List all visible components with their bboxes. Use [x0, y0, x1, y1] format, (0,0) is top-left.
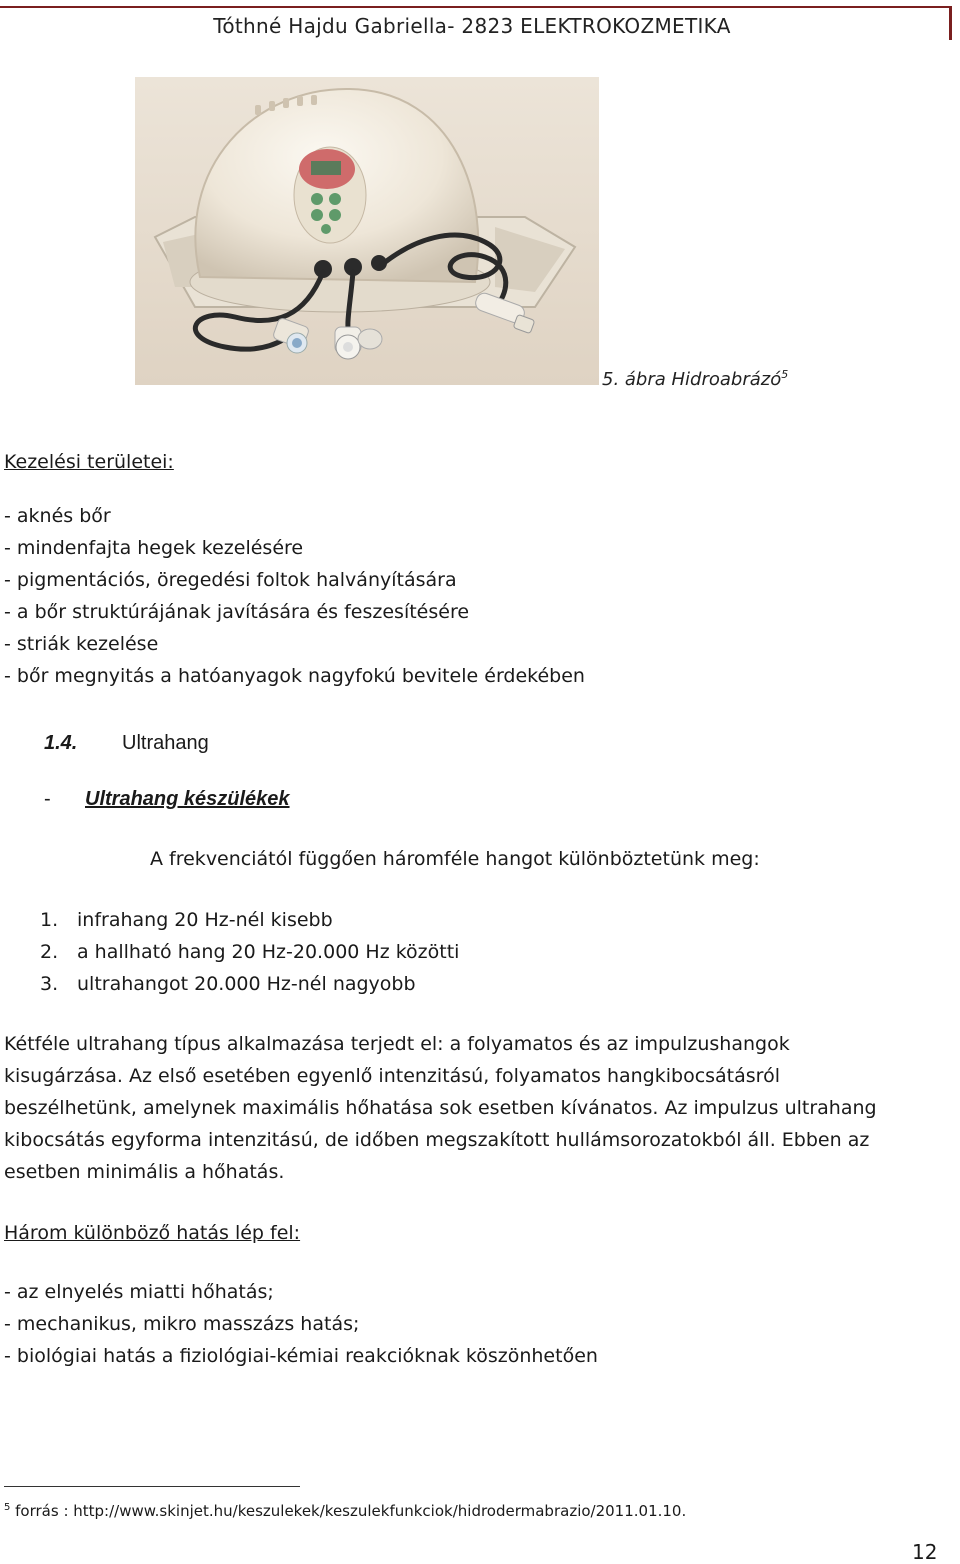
paragraph-line: kibocsátás egyforma intenzitású, de időben megszakított hullámsorozatokból áll. Ebben az: [4, 1129, 870, 1151]
numbered-item-text: infrahang 20 Hz-nél kisebb: [77, 909, 333, 931]
footnote-separator: [4, 1486, 300, 1487]
footnote-marker: 5: [4, 1502, 11, 1513]
header-rule-corner: [949, 6, 952, 40]
footnote: [4, 1502, 686, 1520]
footnote-text: forrás : http://www.skinjet.hu/keszulekek/keszulekfunkciok/hidrodermabrazio/2011.01.10.: [10, 1502, 687, 1520]
effects-heading: Három különböző hatás lép fel:: [4, 1222, 301, 1244]
treatment-area-item: - a bőr struktúrájának javítására és feszesítésére: [4, 601, 470, 623]
header-rule: [0, 6, 950, 8]
numbered-item-number: 3.: [40, 973, 59, 995]
numbered-item-text: a hallható hang 20 Hz-20.000 Hz közötti: [77, 941, 460, 963]
paragraph-line: esetben minimális a hőhatás.: [4, 1161, 285, 1183]
paragraph-line: kisugárzása. Az első esetében egyenlő intenzitású, folyamatos hangkibocsátásról: [4, 1065, 780, 1087]
paragraph-line: beszélhetünk, amelynek maximális hőhatása sok esetben kívánatos. Az impulzus ultrahang: [4, 1097, 877, 1119]
frequency-intro: A frekvenciától függően háromféle hangot különböztetünk meg:: [150, 848, 760, 870]
treatment-area-item: - bőr megnyitás a hatóanyagok nagyfokú bevitele érdekében: [4, 665, 585, 687]
ultrasound-paragraph: [4, 1028, 934, 1188]
page-number: 12: [912, 1540, 938, 1564]
effect-item: - biológiai hatás a fiziológiai-kémiai reakcióknak köszönhetően: [4, 1345, 598, 1367]
subsection-dash: -: [44, 788, 51, 810]
numbered-item-number: 1.: [40, 909, 59, 931]
page-header-title: Tóthné Hajdu Gabriella- 2823 ELEKTROKOZMETIKA: [213, 14, 731, 38]
treatment-area-item: - pigmentációs, öregedési foltok halványítására: [4, 569, 457, 591]
treatment-area-item: - aknés bőr: [4, 505, 111, 527]
hydroabrasion-device-photo: [135, 77, 599, 385]
treatment-areas-heading: Kezelési területei:: [4, 451, 174, 473]
section-number: 1.4.: [44, 732, 78, 754]
treatment-area-item: - mindenfajta hegek kezelésére: [4, 537, 304, 559]
treatment-area-item: - striák kezelése: [4, 633, 159, 655]
effect-item: - mechanikus, mikro masszázs hatás;: [4, 1313, 360, 1335]
effect-item: - az elnyelés miatti hőhatás;: [4, 1281, 274, 1303]
subsection-title: Ultrahang készülékek: [85, 788, 290, 810]
figure-caption: 5. ábra Hidroabrázó$^5$: [602, 368, 789, 390]
paragraph-line: Kétféle ultrahang típus alkalmazása terjedt el: a folyamatos és az impulzushangok: [4, 1033, 790, 1055]
numbered-item-number: 2.: [40, 941, 59, 963]
numbered-item-text: ultrahangot 20.000 Hz-nél nagyobb: [77, 973, 416, 995]
section-title: Ultrahang: [122, 732, 209, 754]
footnote-reference: 5: [781, 368, 789, 381]
